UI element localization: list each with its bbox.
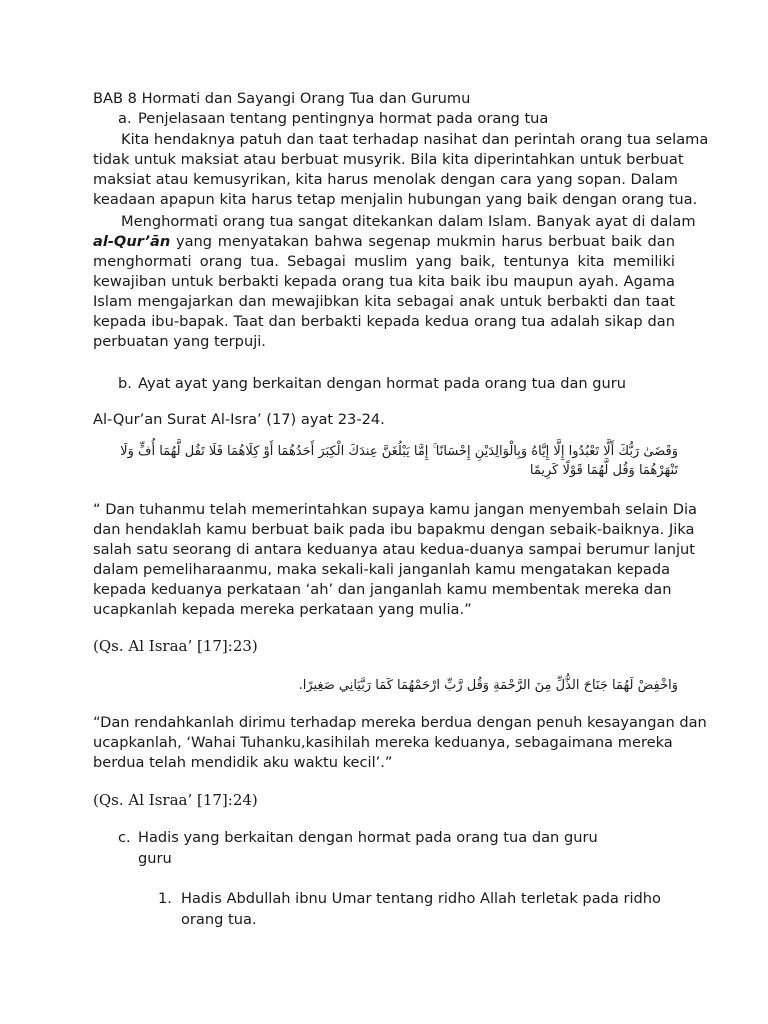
verse-24-citation: (Qs. Al Israa’ [17]:24) [93,791,258,809]
section-a-marker: a. [118,110,132,127]
paragraph-1-line: keadaan apapun kita harus tetap menjalin hubungan yang baik dengan orang tua. [93,191,698,208]
quran-term: al-Qur’ān [93,233,171,250]
chapter-title: BAB 8 Hormati dan Sayangi Orang Tua dan Gurumu [93,90,471,107]
translation-23-line: ucapkanlah kepada mereka perkataan yang mulia.” [93,601,472,618]
section-b-marker: b. [118,375,132,392]
paragraph-2-line: menghormati orang tua. Sebagai muslim yang baik, tentunya kita memiliki [93,253,675,270]
arabic-verse-23-line: وَقَضَىٰ رَبُّكَ أَلَّا تَعْبُدُوا إِلَّا إِيَّاهُ وَبِالْوَالِدَيْنِ إِحْسَانًا ۚ إِمَّا يَبْلُغَنَّ عِندَكَ الْكِبَرَ أَحَدُهُمَا أَوْ كِلَاهُمَا فَلَا تَقُل لَّهُمَا أُفٍّ وَلَا [120,444,678,459]
arabic-verse-24: وَاخْفِضْ لَهُمَا جَنَاحَ الذُّلِّ مِنَ الرَّحْمَةِ وَقُل رَّبِّ ارْحَمْهُمَا كَمَا رَبَّيَانِي صَغِيرًا. [298,678,678,693]
translation-23-line: “ Dan tuhanmu telah memerintahkan supaya kamu jangan menyembah selain Dia [93,501,697,518]
surah-reference: Al-Qur’an Surat Al-Isra’ (17) ayat 23-24. [93,411,385,428]
list-item-marker: 1. [158,890,172,907]
paragraph-2-line: kepada ibu-bapak. Taat dan berbakti kepada kedua orang tua adalah sikap dan [93,313,675,330]
paragraph-2-line: kewajiban untuk berbakti kepada orang tua kita baik ibu maupun ayah. Agama [93,273,675,290]
translation-23-line: dan hendaklah kamu berbuat baik pada ibu bapakmu dengan sebaik-baiknya. Jika [93,521,695,538]
list-item-text: Hadis Abdullah ibnu Umar tentang ridho Allah terletak pada ridho [181,890,661,907]
paragraph-2-line: Islam mengajarkan dan mewajibkan kita sebagai anak untuk berbakti dan taat [93,293,675,310]
section-c-heading-continued: guru [138,850,172,867]
paragraph-2-text: yang menyatakan bahwa segenap mukmin harus berbuat baik dan [170,233,675,250]
translation-24-line: berdua telah mendidik aku waktu kecil’.” [93,754,393,771]
translation-23-line: dalam pemeliharaanmu, maka sekali-kali janganlah kamu mengatakan kepada [93,561,671,578]
paragraph-1-line: Kita hendaknya patuh dan taat terhadap nasihat dan perintah orang tua selama [121,131,709,148]
paragraph-2-line [93,232,675,252]
list-item-text: orang tua. [181,911,257,928]
section-c-heading: Hadis yang berkaitan dengan hormat pada orang tua dan guru [138,829,598,846]
paragraph-1-line: tidak untuk maksiat atau berbuat musyrik. Bila kita diperintahkan untuk berbuat [93,151,684,168]
translation-24-line: “Dan rendahkanlah dirimu terhadap mereka berdua dengan penuh kesayangan dan [93,714,707,731]
arabic-verse-23-line: تَنْهَرْهُمَا وَقُل لَّهُمَا قَوْلًا كَرِيمًا [529,463,678,478]
translation-24-line: ucapkanlah, ‘Wahai Tuhanku,kasihilah mereka keduanya, sebagaimana mereka [93,734,673,751]
section-b-heading: Ayat ayat yang berkaitan dengan hormat pada orang tua dan guru [138,375,627,392]
paragraph-1-line: maksiat atau kemusyrikan, kita harus menolak dengan cara yang sopan. Dalam [93,171,678,188]
translation-23-line: salah satu seorang di antara keduanya atau kedua-duanya sampai berumur lanjut [93,541,696,558]
section-a-heading: Penjelasaan tentang pentingnya hormat pada orang tua [138,110,549,127]
paragraph-2-line: perbuatan yang terpuji. [93,333,266,350]
verse-23-citation: (Qs. Al Israa’ [17]:23) [93,637,258,655]
translation-23-line: kepada keduanya perkataan ‘ah’ dan janganlah kamu membentak mereka dan [93,581,672,598]
section-c-marker: c. [118,829,131,846]
paragraph-2-line: Menghormati orang tua sangat ditekankan dalam Islam. Banyak ayat di dalam [121,213,696,230]
